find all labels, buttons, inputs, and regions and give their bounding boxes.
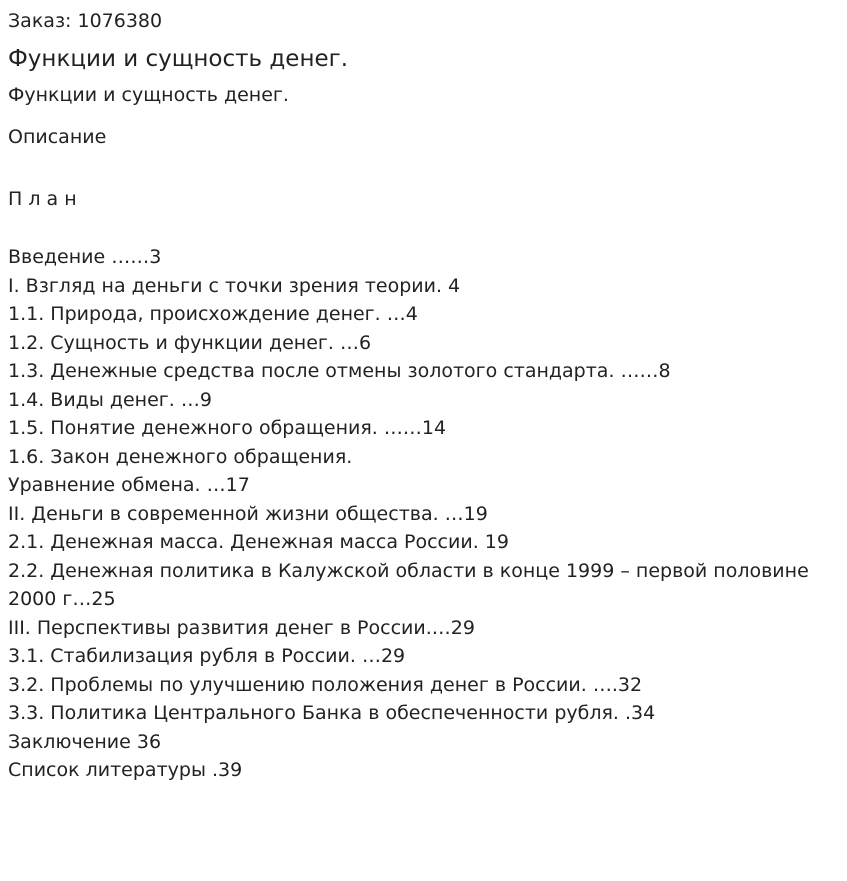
page-title: Функции и сущность денег. — [8, 46, 349, 72]
toc-item: 1.1. Природа, происхождение денег. …4 — [8, 303, 418, 325]
order-number: Заказ: 1076380 — [8, 10, 163, 32]
toc-item: 1.2. Сущность и функции денег. …6 — [8, 331, 372, 354]
toc-item: 1.3. Денежные средства после отмены золотого стандарта. ……8 — [8, 360, 671, 382]
table-of-contents — [8, 243, 828, 785]
toc-item: Введение ……3 — [8, 246, 162, 268]
toc-item: 2.2. Денежная политика в Калужской области в конце 1999 – первой половине 2000 г…25 — [8, 559, 809, 610]
toc-item: 1.5. Понятие денежного обращения. ……14 — [8, 417, 447, 439]
toc-item: Список литературы .39 — [8, 759, 243, 781]
toc-item: Заключение 36 — [8, 730, 162, 753]
toc-item: 1.4. Виды денег. …9 — [8, 388, 212, 411]
toc-item: 3.3. Политика Центрального Банка в обеспеченности рубля. .34 — [8, 702, 656, 724]
toc-item: III. Перспективы развития денег в России.…29 — [8, 616, 475, 639]
page-subtitle: Функции и сущность денег. — [8, 84, 289, 106]
toc-item: 2.1. Денежная масса. Денежная масса России. 19 — [8, 531, 509, 553]
plan-heading: П л а н — [8, 188, 77, 210]
toc-item: 3.1. Стабилизация рубля в России. …29 — [8, 645, 406, 667]
toc-item: II. Деньги в современной жизни общества. …19 — [8, 502, 488, 525]
description-label: Описание — [8, 126, 107, 148]
toc-item: 3.2. Проблемы по улучшению положения денег в России. ….32 — [8, 673, 643, 696]
toc-item: Уравнение обмена. …17 — [8, 474, 250, 496]
toc-item: I. Взгляд на деньги с точки зрения теории. 4 — [8, 274, 461, 297]
toc-item: 1.6. Закон денежного обращения. — [8, 445, 353, 468]
